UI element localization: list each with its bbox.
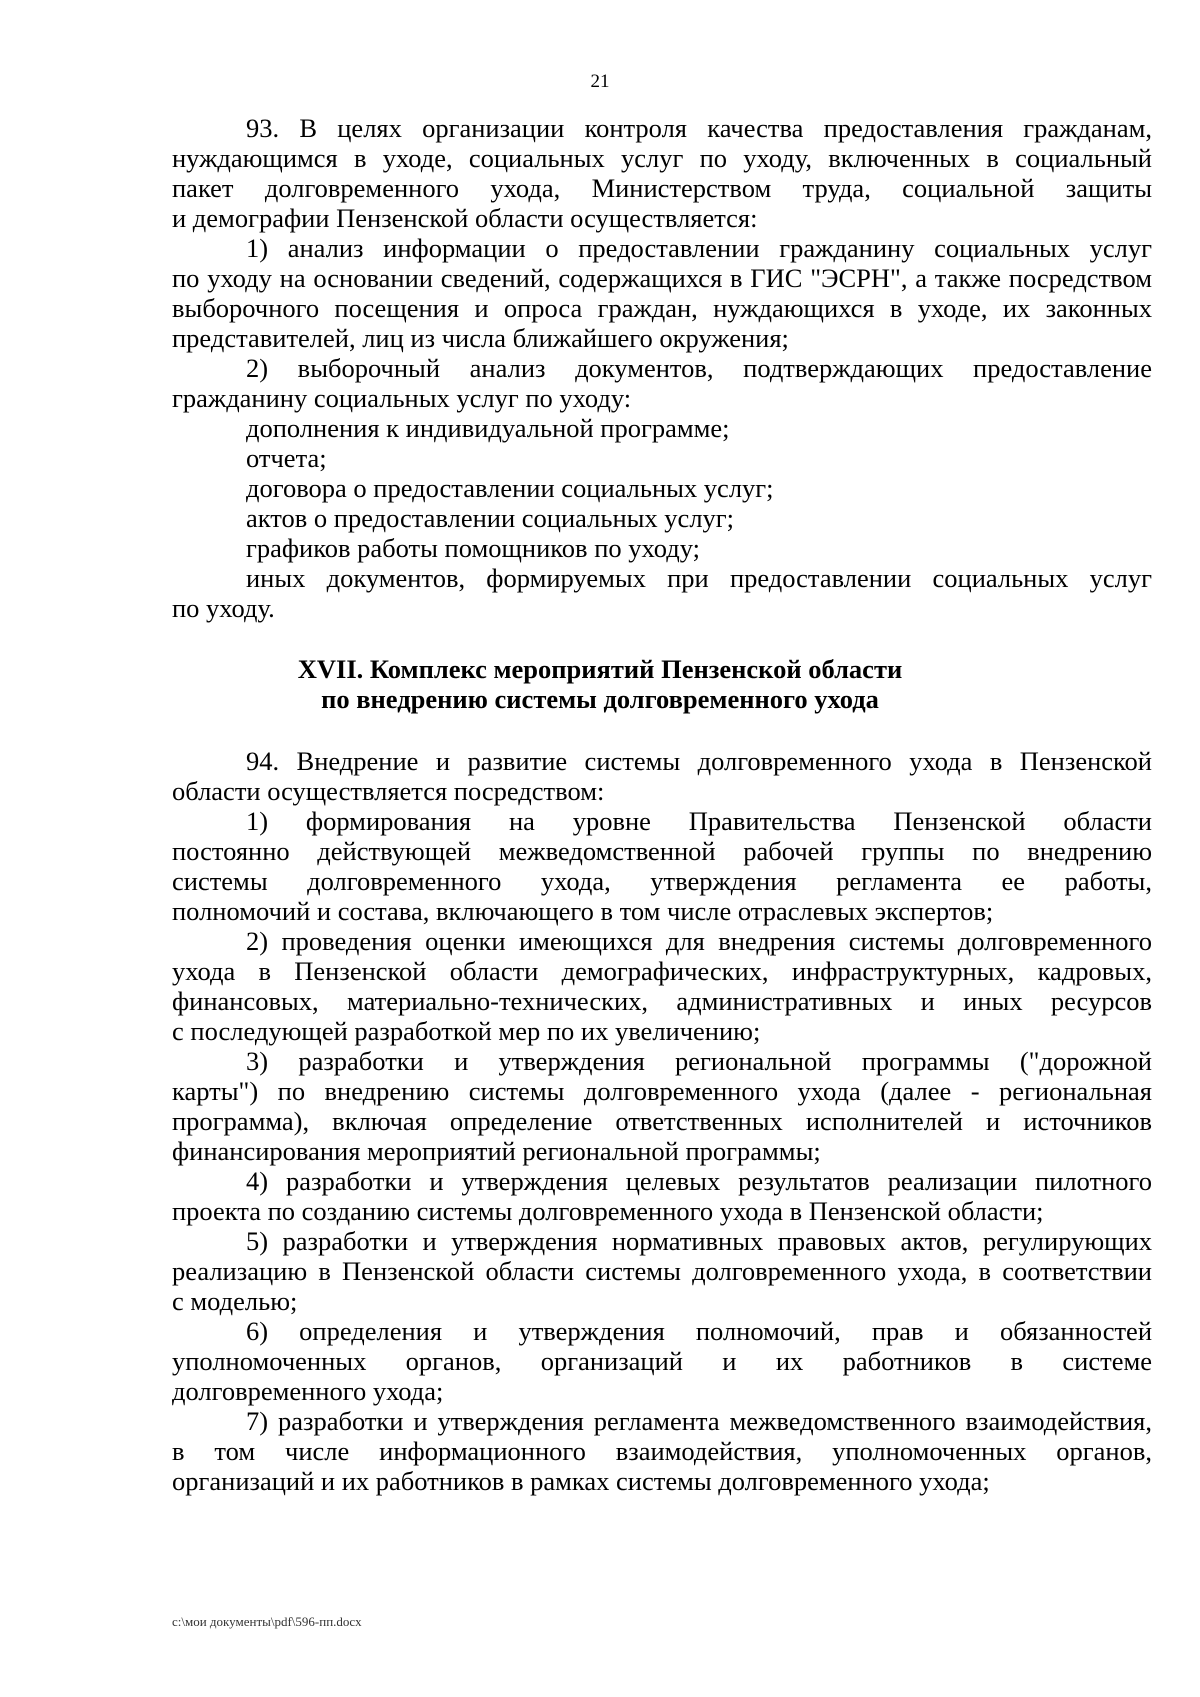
text-line: уполномоченных органов, организаций и их работников в системе <box>172 1346 1152 1376</box>
text-line: гражданину социальных услуг по уходу: <box>172 383 632 413</box>
text-line: 5) разработки и утверждения нормативных правовых актов, регулирующих <box>246 1226 1152 1256</box>
text-line: карты") по внедрению системы долговременного ухода (далее - региональная <box>172 1076 1152 1106</box>
text-line: финансовых, материально-технических, административных и иных ресурсов <box>172 986 1152 1016</box>
text-line: 2) выборочный анализ документов, подтверждающих предоставление <box>246 353 1152 383</box>
text-line: полномочий и состава, включающего в том числе отраслевых экспертов; <box>172 896 994 926</box>
text-line: по уходу на основании сведений, содержащихся в ГИС "ЭСРН", а также посредством <box>172 263 1152 293</box>
text-line: области осуществляется посредством: <box>172 776 605 806</box>
list-item: актов о предоставлении социальных услуг; <box>246 503 735 533</box>
text-line: и демографии Пензенской области осуществляется: <box>172 203 758 233</box>
text-line: с моделью; <box>172 1286 298 1316</box>
text-line: программа), включая определение ответственных исполнителей и источников <box>172 1106 1152 1136</box>
page-number: 21 <box>590 71 610 92</box>
list-item: графиков работы помощников по уходу; <box>246 533 700 563</box>
text-line: системы долговременного ухода, утверждения регламента ее работы, <box>172 866 1152 896</box>
text-line: долговременного ухода; <box>172 1376 444 1406</box>
text-line: 94. Внедрение и развитие системы долговременного ухода в Пензенской <box>246 746 1152 776</box>
section-heading: по внедрению системы долговременного ухода <box>321 684 879 714</box>
text-line: 2) проведения оценки имеющихся для внедрения системы долговременного <box>246 926 1152 956</box>
text-line: 93. В целях организации контроля качества предоставления гражданам, <box>246 113 1152 143</box>
text-line: с последующей разработкой мер по их увеличению; <box>172 1016 761 1046</box>
text-line: пакет долговременного ухода, Министерством труда, социальной защиты <box>172 173 1152 203</box>
text-line: представителей, лиц из числа ближайшего окружения; <box>172 323 789 353</box>
text-line: ухода в Пензенской области демографических, инфраструктурных, кадровых, <box>172 956 1152 986</box>
list-item: дополнения к индивидуальной программе; <box>246 413 730 443</box>
text-line: финансирования мероприятий региональной программы; <box>172 1136 821 1166</box>
text-line: 1) анализ информации о предоставлении гражданину социальных услуг <box>246 233 1152 263</box>
text-line: организаций и их работников в рамках системы долговременного ухода; <box>172 1466 990 1496</box>
text-line: 7) разработки и утверждения регламента межведомственного взаимодействия, <box>246 1406 1152 1436</box>
text-line: выборочного посещения и опроса граждан, нуждающихся в уходе, их законных <box>172 293 1152 323</box>
list-item: иных документов, формируемых при предоставлении социальных услуг <box>246 563 1152 593</box>
text-line: по уходу. <box>172 593 275 623</box>
text-line: проекта по созданию системы долговременного ухода в Пензенской области; <box>172 1196 1044 1226</box>
text-line: 4) разработки и утверждения целевых результатов реализации пилотного <box>246 1166 1152 1196</box>
list-item: договора о предоставлении социальных услуг; <box>246 473 774 503</box>
text-line: постоянно действующей межведомственной рабочей группы по внедрению <box>172 836 1152 866</box>
list-item: отчета; <box>246 443 327 473</box>
text-line: реализацию в Пензенской области системы долговременного ухода, в соответствии <box>172 1256 1152 1286</box>
text-line: 3) разработки и утверждения региональной программы ("дорожной <box>246 1046 1152 1076</box>
text-line: нуждающимся в уходе, социальных услуг по уходу, включенных в социальный <box>172 143 1152 173</box>
text-line: 1) формирования на уровне Правительства Пензенской области <box>246 806 1152 836</box>
footer-file-path: c:\мои документы\pdf\596-пп.docx <box>172 1614 362 1629</box>
section-heading: XVII. Комплекс мероприятий Пензенской области <box>297 654 903 684</box>
text-line: 6) определения и утверждения полномочий, прав и обязанностей <box>246 1316 1152 1346</box>
text-line: в том числе информационного взаимодействия, уполномоченных органов, <box>172 1436 1152 1466</box>
